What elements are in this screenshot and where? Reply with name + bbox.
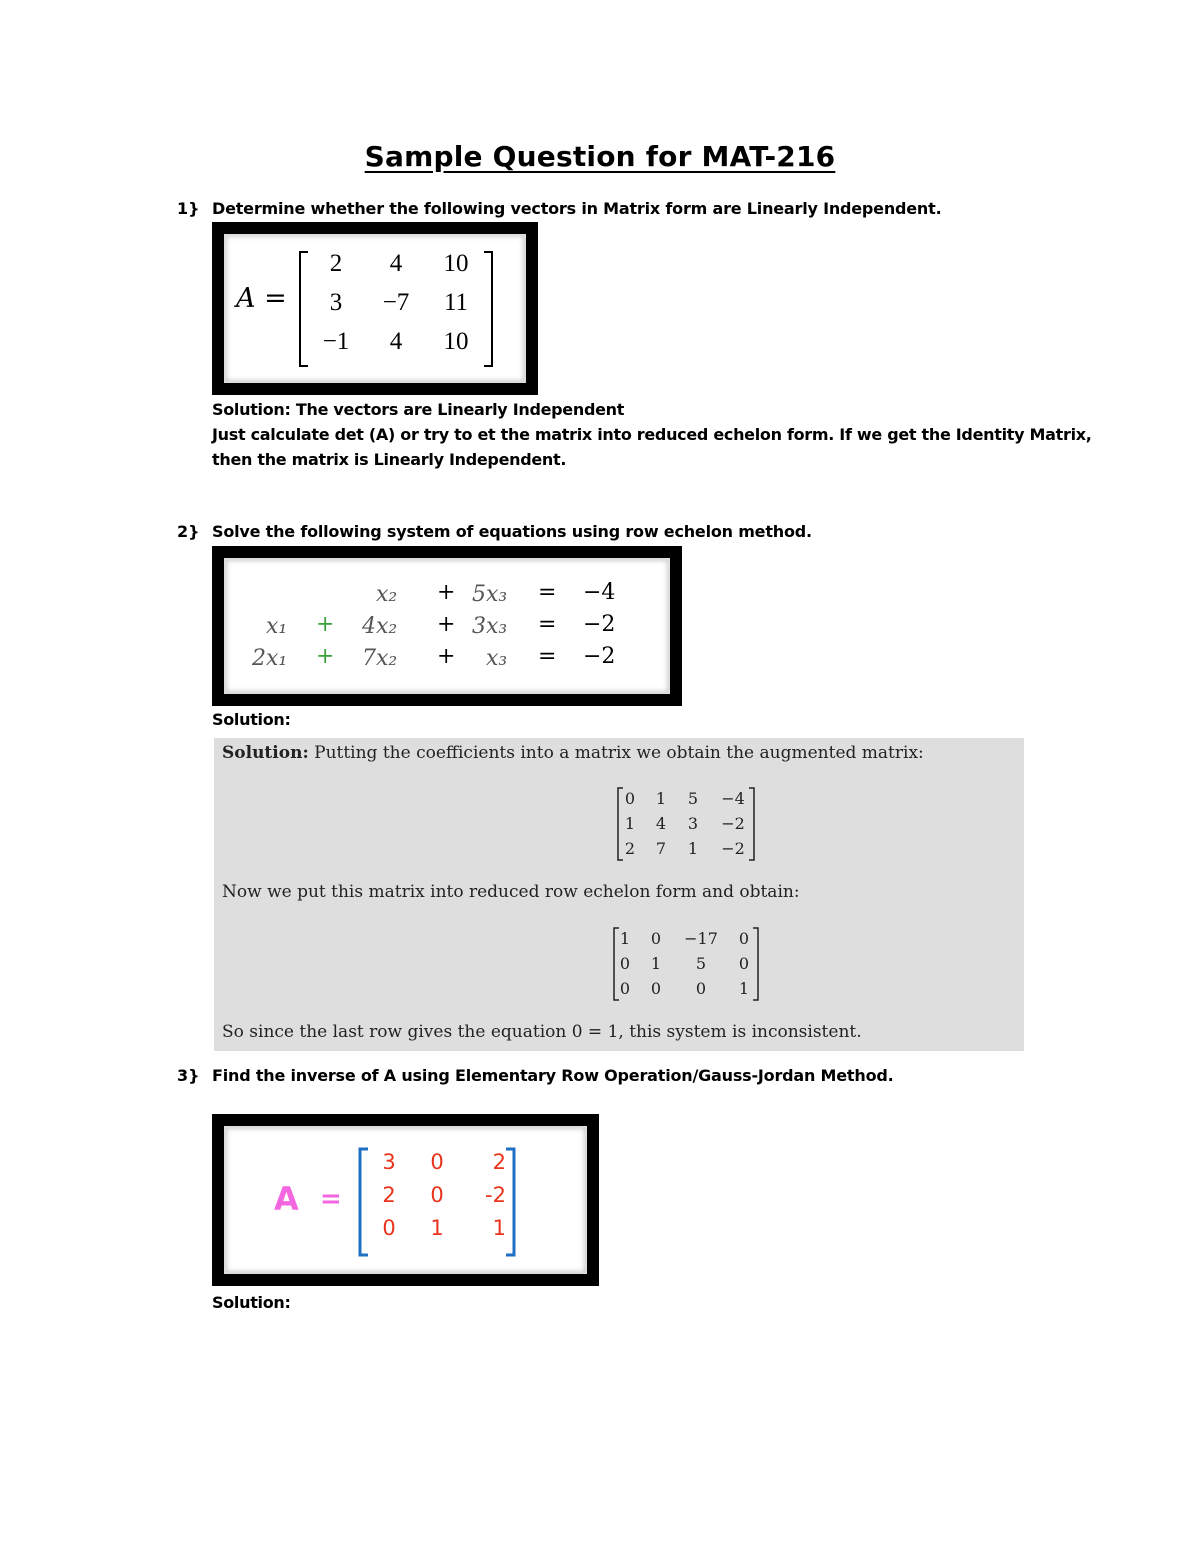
equation-plus: + <box>316 612 335 637</box>
reduced-cell: 0 <box>650 979 662 998</box>
equation-plus: + <box>437 580 456 605</box>
augmented-cell: 2 <box>624 839 636 858</box>
question-2-solution-label: Solution: <box>212 710 291 729</box>
reduced-cell: 0 <box>738 954 750 973</box>
augmented-cell: −4 <box>721 789 745 808</box>
matrix-label-text: A = <box>236 283 287 314</box>
solution-line: Solution: The vectors are Linearly Independent <box>212 400 625 419</box>
augmented-cell: −2 <box>721 814 745 833</box>
q3-matrix-cell: 0 <box>430 1183 444 1207</box>
matrix-cell: 4 <box>389 250 403 277</box>
reduced-cell: 1 <box>650 954 662 973</box>
question-3-number: 3} <box>177 1066 200 1085</box>
question-1-solution <box>212 397 1112 472</box>
equation-term: 7x₂ <box>362 646 398 671</box>
equation-term: 4x₂ <box>362 614 398 639</box>
q3-matrix-label: A <box>274 1180 299 1218</box>
augmented-cell: 1 <box>655 789 667 808</box>
augmented-cell: 3 <box>687 814 699 833</box>
question-1-number: 1} <box>177 199 200 218</box>
reduced-cell: 0 <box>619 979 631 998</box>
augmented-cell: 0 <box>624 789 636 808</box>
q3-matrix-cell: 0 <box>382 1216 396 1240</box>
matrix-cell: 11 <box>443 289 469 316</box>
solution-line: Just calculate det (A) or try to et the matrix into reduced echelon form. If we get the Identity Matrix, <box>212 425 1092 444</box>
augmented-cell: 4 <box>655 814 667 833</box>
equation-term: 2x₁ <box>252 646 288 671</box>
equation-equals: = <box>538 644 557 669</box>
q3-matrix-cell: 1 <box>430 1216 444 1240</box>
question-2-equations-image <box>212 546 682 706</box>
equation-rhs: −2 <box>583 612 616 637</box>
matrix-cell: −7 <box>382 289 410 316</box>
q3-matrix-cell: -2 <box>485 1183 506 1207</box>
augmented-cell: 7 <box>655 839 667 858</box>
reduced-cell: 0 <box>738 929 750 948</box>
q3-matrix-cell: 2 <box>382 1183 396 1207</box>
equation-term: 3x₃ <box>472 614 508 639</box>
reduced-cell: 1 <box>738 979 750 998</box>
equation-equals: = <box>538 580 557 605</box>
equation-plus: + <box>316 644 335 669</box>
matrix-cell: 10 <box>443 250 469 277</box>
equation-term: x₁ <box>266 614 288 639</box>
question-2-text: Solve the following system of equations using row echelon method. <box>212 522 812 541</box>
matrix-cell: 3 <box>329 289 343 316</box>
question-3-matrix-image <box>212 1114 599 1286</box>
equation-rhs: −4 <box>583 580 616 605</box>
matrix-cell: 2 <box>329 250 343 277</box>
q3-matrix-cell: 3 <box>382 1150 396 1174</box>
question-2-solution-image <box>214 738 1024 1051</box>
matrix-cell: 10 <box>443 328 469 355</box>
equation-term: 5x₃ <box>472 582 508 607</box>
question-1-text: Determine whether the following vectors in Matrix form are Linearly Independent. <box>212 199 942 218</box>
q3-matrix-cell: 0 <box>430 1150 444 1174</box>
reduced-cell: 0 <box>695 979 707 998</box>
q3-matrix-cell: 1 <box>492 1216 506 1240</box>
matrix-cell: 4 <box>389 328 403 355</box>
question-3-text: Find the inverse of A using Elementary Row Operation/Gauss-Jordan Method. <box>212 1066 894 1085</box>
matrix-cell: −1 <box>322 328 350 355</box>
augmented-cell: −2 <box>721 839 745 858</box>
question-2-number: 2} <box>177 522 200 541</box>
solution-intro-text: Putting the coefficients into a matrix we obtain the augmented matrix: <box>314 743 924 763</box>
q3-matrix-cell: 2 <box>492 1150 506 1174</box>
equation-equals: = <box>538 612 557 637</box>
solution-line: then the matrix is Linearly Independent. <box>212 450 567 469</box>
reduced-cell: 0 <box>619 954 631 973</box>
solution-intro <box>222 743 1022 763</box>
reduced-cell: 5 <box>695 954 707 973</box>
question-3-solution-label: Solution: <box>212 1293 291 1312</box>
equation-plus: + <box>437 644 456 669</box>
solution-conclusion: So since the last row gives the equation 0 = 1, this system is inconsistent. <box>222 1022 862 1042</box>
q3-matrix-equals: = <box>320 1184 342 1214</box>
reduced-cell: 1 <box>619 929 631 948</box>
equation-term: x₃ <box>486 646 508 671</box>
augmented-cell: 1 <box>687 839 699 858</box>
matrix-label <box>236 283 287 314</box>
equation-plus: + <box>437 612 456 637</box>
reduced-cell: 0 <box>650 929 662 948</box>
question-1-matrix-image <box>212 222 538 395</box>
equation-rhs: −2 <box>583 644 616 669</box>
solution-heading: Solution: <box>222 743 309 763</box>
solution-middle-text: Now we put this matrix into reduced row echelon form and obtain: <box>222 882 800 902</box>
equation-term: x₂ <box>376 582 398 607</box>
augmented-cell: 1 <box>624 814 636 833</box>
augmented-cell: 5 <box>687 789 699 808</box>
page-title: Sample Question for MAT-216 <box>364 140 836 173</box>
reduced-cell: −17 <box>684 929 718 948</box>
